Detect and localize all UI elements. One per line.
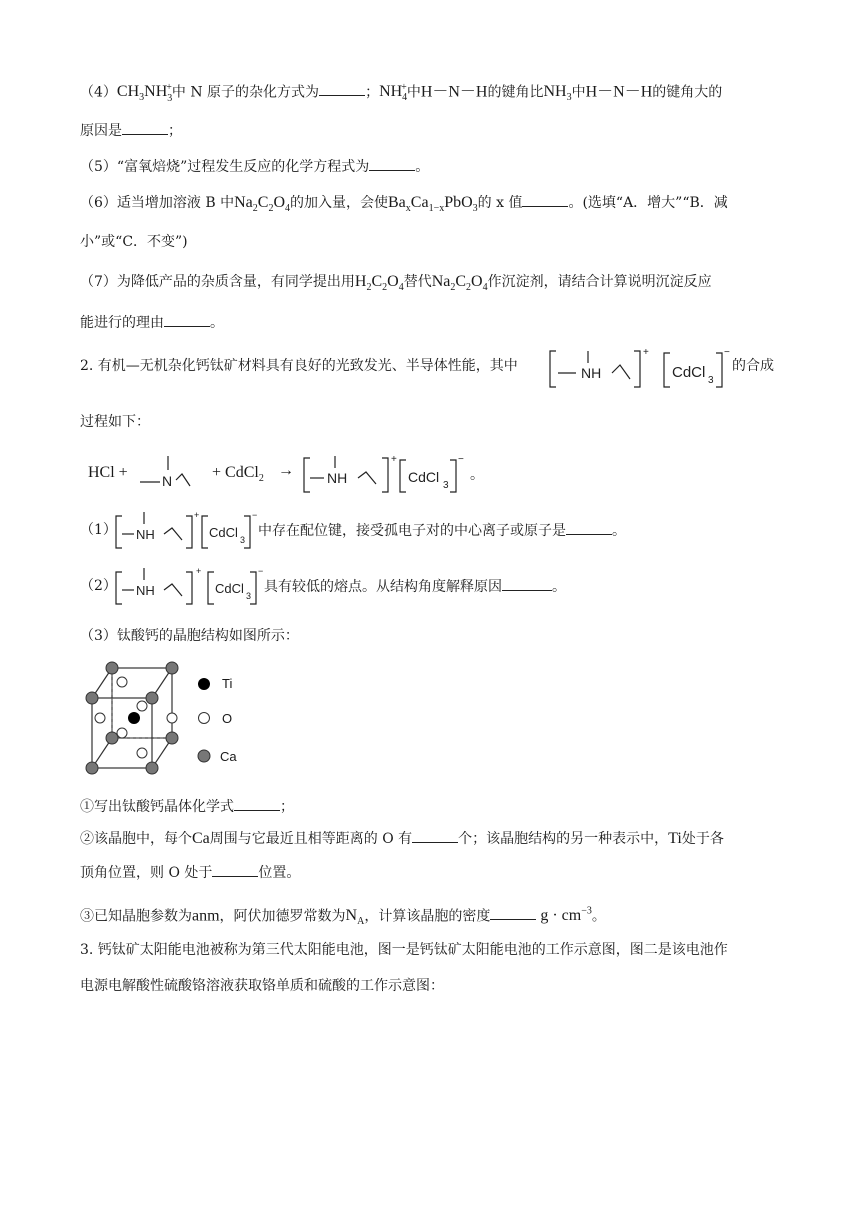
q4-prefix: （4）	[80, 84, 117, 101]
q6-text1: 的加入量，会使	[290, 195, 388, 211]
q7-line2-text: 能进行的理由	[80, 315, 164, 331]
p3-line2	[80, 976, 444, 996]
o-atom	[137, 701, 147, 711]
q7-line1	[80, 272, 712, 298]
c2-ca: Ca	[192, 830, 210, 847]
cdcl-sub: 3	[240, 535, 246, 545]
q4-line1	[80, 78, 722, 109]
answer-blank[interactable]	[522, 192, 568, 207]
q6-line1	[80, 192, 728, 219]
q4-text3: 中	[406, 84, 421, 101]
c3-text-c: ，计算该晶胞的密度	[364, 908, 491, 925]
legend-ca-dot	[197, 749, 211, 763]
q4-line2	[80, 120, 182, 141]
q7-text2: 作沉淀剂，请结合计算说明沉淀反应	[487, 274, 712, 290]
c3-na: $N_A$	[345, 907, 365, 928]
reaction-equation	[88, 450, 488, 500]
ti-atom	[128, 712, 140, 724]
q4-text1: 中 N 原子的杂化方式为	[171, 84, 320, 101]
minus-sign: −	[252, 510, 258, 520]
ca-atom	[106, 732, 118, 744]
cdcl-label: CdCl	[408, 469, 440, 485]
cdcl-sub: 3	[443, 480, 449, 491]
answer-blank[interactable]	[319, 81, 365, 96]
ion-formula-s1	[114, 508, 260, 552]
p2-c2-line2	[80, 862, 300, 883]
c2-line2-b: 位置。	[258, 865, 301, 881]
p2-c1	[80, 796, 294, 817]
minus-sign: −	[458, 454, 464, 465]
q5-end: 。	[415, 159, 430, 175]
o-atom	[117, 677, 127, 687]
cdcl-label: CdCl	[209, 525, 238, 540]
q4-text6: 的键角大的	[652, 84, 723, 101]
formula-nh3: $NH_3$	[543, 83, 572, 104]
ca-atom	[166, 732, 178, 744]
answer-blank[interactable]	[412, 828, 458, 843]
nh-label: NH	[136, 527, 155, 542]
q7-prefix: （7）为降低产品的杂质含量，有同学提出用	[80, 274, 355, 290]
c1-text: ①写出钛酸钙晶体化学式	[80, 799, 234, 815]
q6-text3: 。(选填“A．增大”“B．减	[568, 195, 728, 211]
s3-text: （3）钛酸钙的晶胞结构如图所示：	[80, 628, 299, 644]
o-atom	[117, 728, 127, 738]
q6-text2: 的 x 值	[477, 195, 523, 211]
p2-intro-text: 2. 有机—无机杂化钙钛矿材料具有良好的光致发光、半导体性能，其中	[80, 358, 518, 374]
ca-atom	[146, 762, 158, 774]
ion-formula-large	[548, 343, 730, 391]
formula-ch3nh3: $CH_3NH_3^+$	[116, 82, 173, 104]
formula-h2c2o4: $H_2C_2O_4$	[354, 273, 404, 294]
p2-intro2-text: 过程如下：	[80, 414, 150, 430]
q4-text5: 中	[571, 84, 586, 101]
p2-c2-line1	[80, 828, 724, 849]
plus-sign: +	[391, 454, 397, 465]
p3-text1: 3. 钙钛矿太阳能电池被称为第三代太阳能电池，图一是钙钛矿太阳能电池的工作示意图，图二是该电池作	[80, 942, 728, 958]
formula-baxca: $Ba_xCa_{1-x}PbO_3$	[388, 194, 478, 215]
cdcl-label: CdCl	[672, 364, 706, 381]
o-atom	[167, 713, 177, 723]
bond-hnh: H－N－H	[585, 83, 653, 101]
cdcl-sub: 3	[708, 375, 714, 386]
ion-formula-s2	[114, 564, 264, 608]
ion-formula-eq	[302, 450, 472, 496]
nh-label: NH	[136, 583, 155, 598]
s2-text: 具有较低的熔点。从结构角度解释原因	[264, 579, 502, 595]
o-atom	[137, 748, 147, 758]
q5-text: （5）“富氧焙烧”过程发生反应的化学方程式为	[80, 159, 370, 175]
p2-s1-prefix	[80, 520, 117, 540]
p2-s2-text	[264, 576, 566, 597]
plus-sign: +	[196, 566, 202, 576]
legend-ti-dot	[197, 677, 211, 691]
p2-s2-prefix	[80, 576, 117, 596]
s2-end: 。	[552, 579, 566, 595]
c3-end: 。	[591, 908, 606, 925]
eq-cdcl2: + CdCl$_2$	[212, 464, 264, 485]
c2-text-a: ②该晶胞中，每个	[80, 831, 192, 847]
legend-o-label: O	[222, 711, 233, 726]
p2-intro-line2	[80, 412, 150, 432]
c2-text-c: 个；该晶胞结构的另一种表示中，	[458, 831, 669, 847]
p3-line1	[80, 940, 728, 960]
plus-sign: +	[643, 347, 649, 358]
q6-line2	[80, 232, 188, 252]
ca-atom	[86, 692, 98, 704]
formula-na2c2o4: $Na_2C_2O_4$	[431, 273, 488, 294]
answer-blank[interactable]	[490, 905, 536, 920]
answer-blank[interactable]	[502, 576, 552, 591]
c2-text-d: 处于各	[681, 831, 724, 847]
c3-text-a: ③已知晶胞参数为	[80, 908, 192, 925]
p2-intro-line1	[80, 356, 518, 376]
ca-atom	[146, 692, 158, 704]
legend-ti-label: Ti	[222, 676, 233, 691]
c3-unit: $g \cdot cm^{-3}$	[540, 906, 592, 925]
ca-atom	[106, 662, 118, 674]
minus-sign: −	[258, 566, 264, 576]
q4-text4: 的键角比	[487, 84, 544, 101]
p2-s1-text	[258, 520, 626, 541]
s1-prefix: （1）	[80, 522, 117, 538]
c1-end: ；	[280, 799, 294, 815]
formula-na2c2o4: $Na_2C_2O_4$	[234, 194, 290, 215]
plus-sign: +	[194, 510, 200, 520]
s1-text: 中存在配位键，接受孤电子对的中心离子或原子是	[258, 523, 566, 539]
q4-line2-text: 原因是	[80, 123, 122, 139]
q7-text1: 替代	[403, 274, 432, 290]
o-atom	[95, 713, 105, 723]
q5-line	[80, 156, 429, 177]
nh-label: NH	[327, 470, 348, 486]
nh-label: NH	[581, 365, 602, 381]
n-label: N	[162, 473, 173, 489]
answer-blank[interactable]	[164, 312, 210, 327]
c2-line2-a: 顶角位置，则 O 处于	[80, 865, 213, 881]
c3-anm: anm	[192, 907, 220, 925]
answer-blank[interactable]	[234, 796, 280, 811]
answer-blank[interactable]	[212, 862, 258, 877]
s2-prefix: （2）	[80, 578, 117, 594]
p2-intro-end	[732, 356, 774, 376]
eq-end: 。	[470, 467, 484, 483]
q7-line2-end: 。	[210, 315, 224, 331]
legend-ca-label: Ca	[220, 749, 237, 764]
answer-blank[interactable]	[122, 120, 168, 135]
answer-blank[interactable]	[566, 520, 612, 535]
p2-intro-end-text: 的合成	[732, 358, 774, 374]
p3-text2: 电源电解酸性硫酸铬溶液获取铬单质和硫酸的工作示意图：	[80, 978, 444, 994]
s1-end: 。	[612, 523, 626, 539]
amine-structure	[138, 452, 194, 496]
legend-o-dot	[197, 711, 211, 725]
q6-line2-text: 小”或“C．不变”)	[80, 234, 188, 250]
eq-hcl: HCl +	[88, 464, 128, 481]
bond-hnh: H－N－H	[420, 83, 488, 101]
crystal-cell-diagram	[82, 658, 182, 778]
p2-c3	[80, 902, 606, 933]
p2-s3	[80, 626, 299, 646]
answer-blank[interactable]	[369, 156, 415, 171]
cdcl-label: CdCl	[215, 581, 244, 596]
q4-line2-end: ；	[168, 123, 182, 139]
ca-atom	[86, 762, 98, 774]
eq-arrow: →	[278, 462, 294, 479]
c3-text-b: ，阿伏加德罗常数为	[219, 908, 346, 925]
q7-line2	[80, 312, 224, 333]
minus-sign: −	[724, 347, 730, 358]
c2-text-b: 周围与它最近且相等距离的 O 有	[209, 831, 413, 847]
cdcl-sub: 3	[246, 591, 252, 601]
c2-ti: Ti	[668, 830, 682, 847]
q6-prefix: （6）适当增加溶液 B 中	[80, 195, 235, 211]
ca-atom	[166, 662, 178, 674]
q4-text2: ；	[365, 84, 380, 101]
formula-nh4: $NH_4^+$	[379, 82, 408, 104]
